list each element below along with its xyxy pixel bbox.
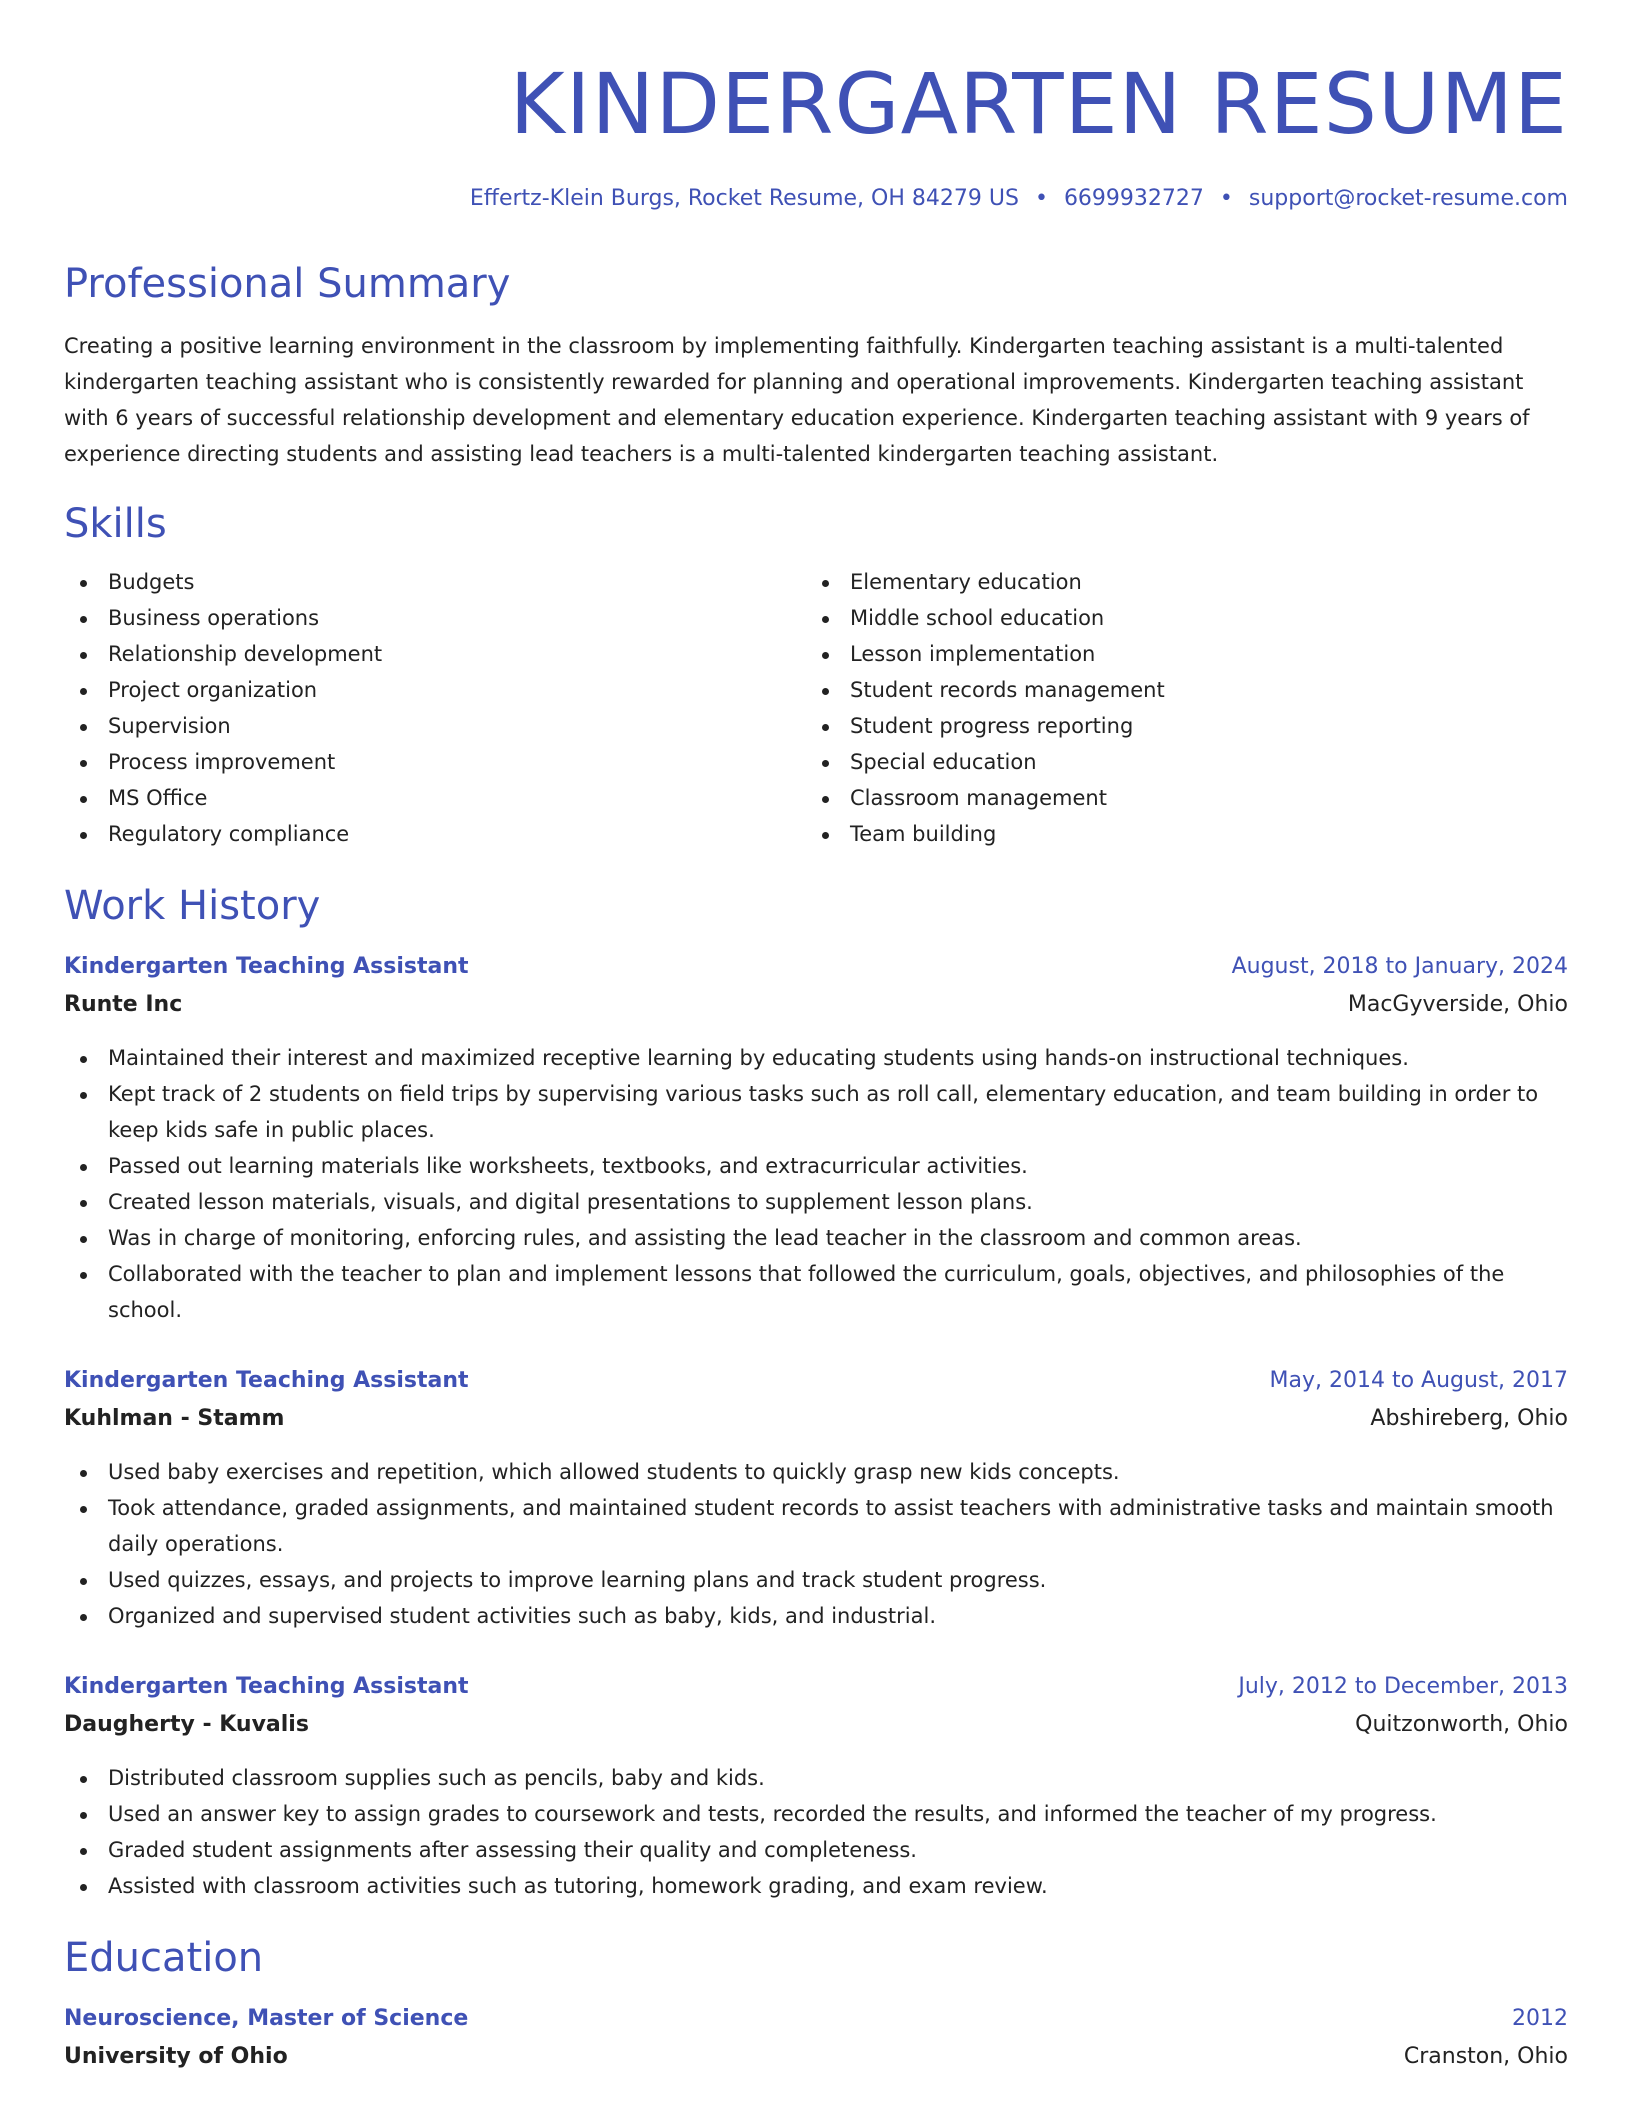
skill-item: Project organization — [64, 672, 806, 708]
education-year: 2012 — [1512, 2006, 1568, 2031]
job-bullet: Organized and supervised student activities such as baby, kids, and industrial. — [64, 1598, 1568, 1634]
contact-email[interactable]: support@rocket-resume.com — [1248, 186, 1568, 211]
job-bullets — [64, 1760, 1568, 1904]
skills-heading: Skills — [64, 501, 167, 547]
job-entry — [64, 948, 1568, 1328]
skill-item: Lesson implementation — [806, 636, 1548, 672]
job-bullet: Took attendance, graded assignments, and maintained student records to assist teachers with administrative tasks and maintain smooth daily operations. — [64, 1490, 1568, 1562]
education-school-row — [64, 2038, 1568, 2076]
job-bullet: Graded student assignments after assessing their quality and completeness. — [64, 1832, 1568, 1868]
job-dates: May, 2014 to August, 2017 — [1269, 1368, 1568, 1393]
skill-item: Budgets — [64, 564, 806, 600]
job-company-row — [64, 1400, 1568, 1438]
job-title: Kindergarten Teaching Assistant — [64, 1674, 469, 1699]
resume-page — [64, 0, 1568, 2076]
education-school: University of Ohio — [64, 2044, 288, 2069]
job-bullet: Assisted with classroom activities such as tutoring, homework grading, and exam review. — [64, 1868, 1568, 1904]
summary-heading: Professional Summary — [64, 261, 511, 307]
resume-header — [64, 0, 1568, 214]
job-entry — [64, 1362, 1568, 1634]
skill-item: Process improvement — [64, 744, 806, 780]
contact-separator: • — [1034, 186, 1048, 211]
skills-column-left — [64, 564, 806, 852]
job-location: Abshireberg, Ohio — [1370, 1406, 1568, 1431]
skill-item: Business operations — [64, 600, 806, 636]
job-bullet: Used an answer key to assign grades to coursework and tests, recorded the results, and informed the teacher of my progress. — [64, 1796, 1568, 1832]
skill-item: Supervision — [64, 708, 806, 744]
education-degree: Neuroscience, Master of Science — [64, 2006, 469, 2031]
contact-separator: • — [1219, 186, 1233, 211]
contact-address: Effertz-Klein Burgs, Rocket Resume, OH 84279 US — [469, 186, 1019, 211]
skill-item: Elementary education — [806, 564, 1548, 600]
education-heading: Education — [64, 1935, 264, 1981]
job-bullet: Created lesson materials, visuals, and digital presentations to supplement lesson plans. — [64, 1184, 1568, 1220]
skill-item: Middle school education — [806, 600, 1548, 636]
skill-item: Relationship development — [64, 636, 806, 672]
job-bullet: Kept track of 2 students on field trips by supervising various tasks such as roll call, elementary education, and team building in order to keep kids safe in public places. — [64, 1076, 1568, 1148]
job-bullet: Was in charge of monitoring, enforcing rules, and assisting the lead teacher in the classroom and common areas. — [64, 1220, 1568, 1256]
job-title: Kindergarten Teaching Assistant — [64, 954, 469, 979]
job-bullet: Passed out learning materials like worksheets, textbooks, and extracurricular activities. — [64, 1148, 1568, 1184]
job-title-row — [64, 1362, 1568, 1400]
skill-item: MS Office — [64, 780, 806, 816]
skills-list — [64, 564, 1568, 852]
job-location: Quitzonworth, Ohio — [1355, 1712, 1568, 1737]
skill-item: Regulatory compliance — [64, 816, 806, 852]
job-company-row — [64, 1706, 1568, 1744]
education-location: Cranston, Ohio — [1403, 2044, 1568, 2069]
job-company: Daugherty - Kuvalis — [64, 1712, 309, 1737]
skill-item: Classroom management — [806, 780, 1548, 816]
job-title-row — [64, 948, 1568, 986]
job-title: Kindergarten Teaching Assistant — [64, 1368, 469, 1393]
summary-text: Creating a positive learning environment in the classroom by implementing faithfully. Kindergarten teaching assistant is a multi-talented kindergarten teaching assistant who is consistently rewarded for planning and operational improvements. Kindergarten teaching assistant with 6 years of successful relationship development and elementary education experience. Kindergarten teaching assistant with 9 years of experience directing students and assisting lead teachers is a multi-talented kindergarten teaching assistant. — [64, 334, 1530, 466]
job-bullets — [64, 1040, 1568, 1328]
job-bullet: Used baby exercises and repetition, which allowed students to quickly grasp new kids concepts. — [64, 1454, 1568, 1490]
skill-item: Student progress reporting — [806, 708, 1548, 744]
contact-phone: 6699932727 — [1063, 186, 1204, 211]
job-company: Runte Inc — [64, 992, 183, 1017]
job-bullets — [64, 1454, 1568, 1634]
contact-line — [64, 184, 1568, 214]
job-bullet: Maintained their interest and maximized receptive learning by educating students using hands-on instructional techniques. — [64, 1040, 1568, 1076]
skills-column-right — [806, 564, 1548, 852]
job-company: Kuhlman - Stamm — [64, 1406, 285, 1431]
job-title-row — [64, 1668, 1568, 1706]
job-bullet: Used quizzes, essays, and projects to improve learning plans and track student progress. — [64, 1562, 1568, 1598]
job-location: MacGyverside, Ohio — [1347, 992, 1568, 1017]
skill-item: Student records management — [806, 672, 1548, 708]
job-bullet: Distributed classroom supplies such as pencils, baby and kids. — [64, 1760, 1568, 1796]
education-degree-row — [64, 2000, 1568, 2038]
education-entry — [64, 2000, 1568, 2076]
job-bullet: Collaborated with the teacher to plan and implement lessons that followed the curriculum, goals, objectives, and philosophies of the school. — [64, 1256, 1568, 1328]
job-entry — [64, 1668, 1568, 1904]
job-company-row — [64, 986, 1568, 1024]
resume-name: KINDERGARTEN RESUME — [509, 55, 1568, 153]
skill-item: Team building — [806, 816, 1548, 852]
job-dates: July, 2012 to December, 2013 — [1238, 1674, 1568, 1699]
work-history-heading: Work History — [64, 883, 321, 929]
job-dates: August, 2018 to January, 2024 — [1231, 954, 1568, 979]
skill-item: Special education — [806, 744, 1548, 780]
